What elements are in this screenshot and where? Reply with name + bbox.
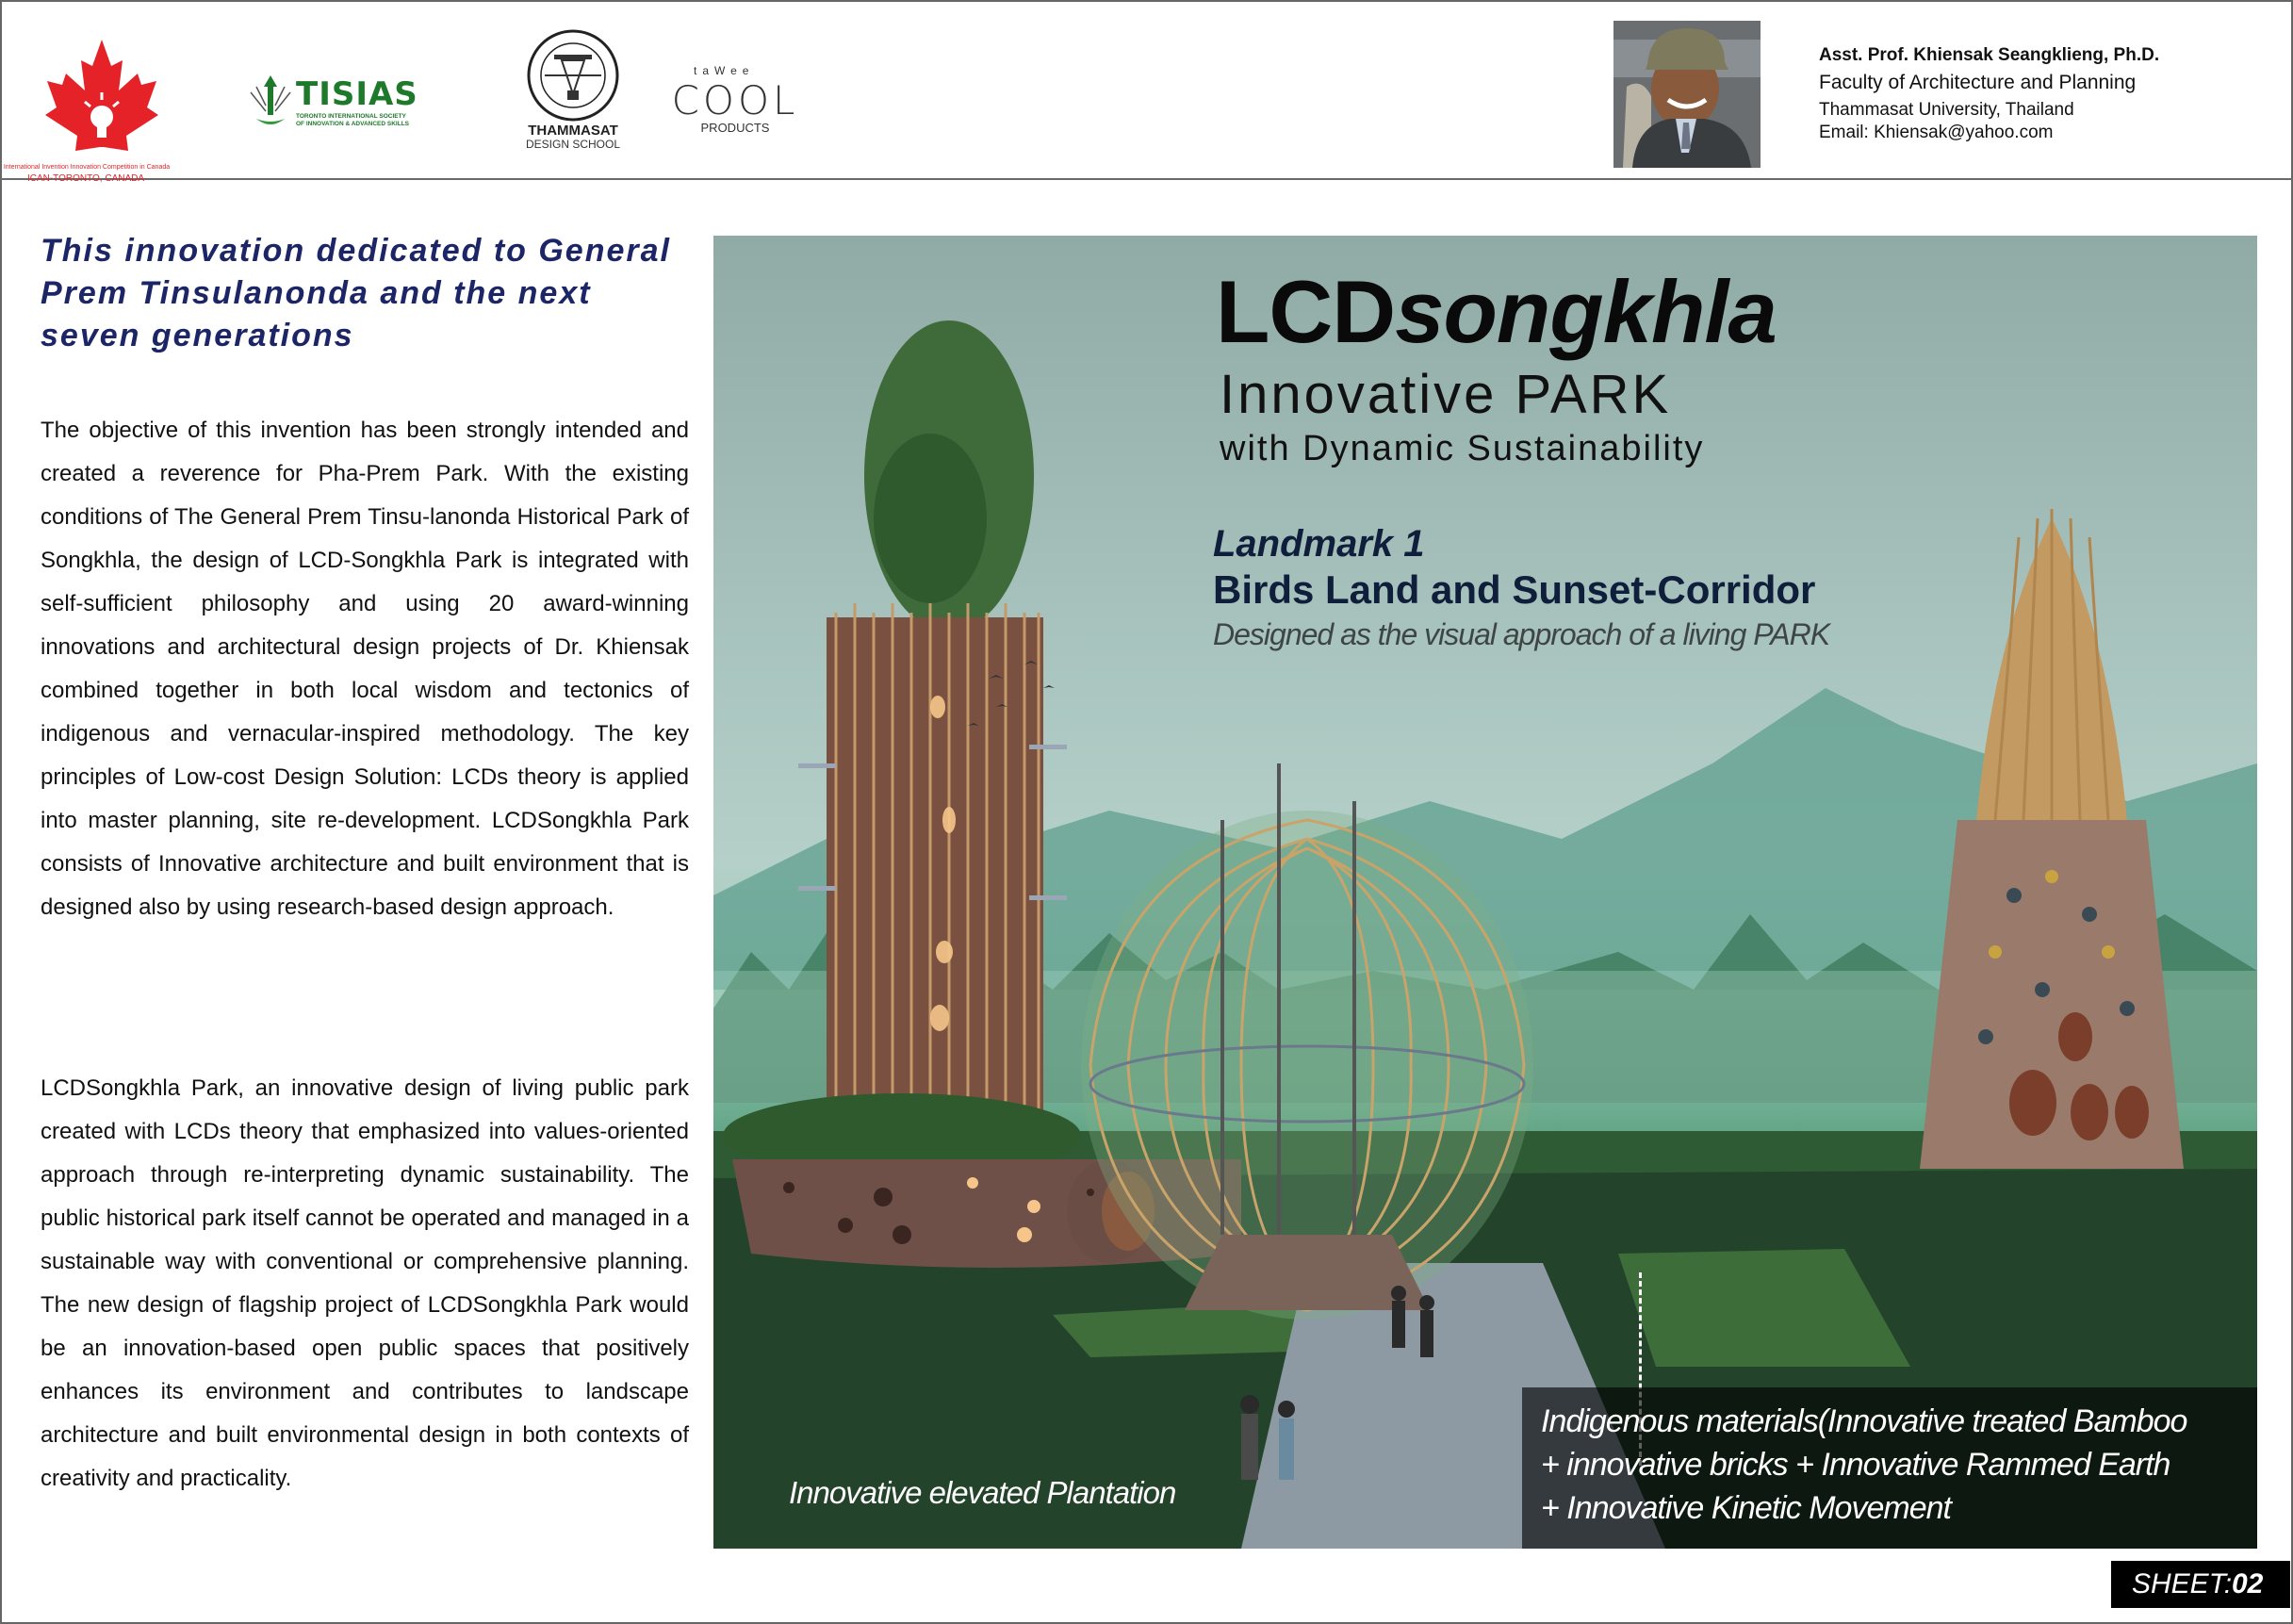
tisias-line2: OF INNOVATION & ADVANCED SKILLS xyxy=(296,121,410,127)
project-tagline: with Dynamic Sustainability xyxy=(1220,429,1705,468)
tisias-title: TISIAS xyxy=(296,75,418,113)
ican-name: ICAN-TORONTO, CANADA xyxy=(26,173,145,184)
thammasat-subtitle: DESIGN SCHOOL xyxy=(525,138,621,151)
landmark-description: Designed as the visual approach of a living PARK xyxy=(1213,617,1830,651)
materials-line: + Innovative Kinetic Movement xyxy=(1541,1490,1951,1526)
tawee-text: taWee xyxy=(694,64,755,77)
author-name: Asst. Prof. Khiensak Seangklieng, Ph.D. xyxy=(1819,45,2160,65)
sheet-number: 02 xyxy=(2232,1568,2264,1599)
header-divider xyxy=(0,178,2293,180)
portrait-image xyxy=(1613,21,1761,168)
tisias-line1: TORONTO INTERNATIONAL SOCIETY xyxy=(296,113,406,120)
products-text: PRODUCTS xyxy=(700,121,770,135)
title-italic: songkhla xyxy=(1395,262,1777,361)
maple-leaf-icon xyxy=(45,38,158,162)
author-photo xyxy=(1613,21,1761,168)
park-description-paragraph: LCDSongkhla Park, an innovative design of living public park created with LCDs theory that emphasized into values-oriented approach through re-interpreting dynamic sustainability. The public historical park itself cannot be operated and managed in a sustainable way with conventional or comprehensive planning. The new design of flagship project of LCDSongkhla Park would be an innovation-based open public spaces that positively enhances its environment and contributes to landscape architecture and built environmental design in both contexts of creativity and practicality. xyxy=(41,1075,689,1491)
ican-logo xyxy=(3,38,171,184)
plantation-caption: Innovative elevated Plantation xyxy=(789,1475,1176,1510)
tisias-subtitle xyxy=(296,113,409,128)
landmark-label: Landmark 1 xyxy=(1213,523,1425,565)
tisias-logo xyxy=(247,74,445,130)
entry-stairs xyxy=(1185,1235,1430,1310)
author-info xyxy=(1819,45,2159,143)
author-faculty: Faculty of Architecture and Planning xyxy=(1819,72,2137,93)
objective-paragraph: The objective of this invention has been strongly intended and created a reverence for Pha-Prem Park. With the existing conditions of The General Prem Tinsu-lanonda Historical Park of Songkhla, the design of LCD-Songkhla Park is integrated with self-sufficient philosophy and using 20 award-winning innovations and architectural design projects of Dr. Khiensak combined together in both local wisdom and tectonics of indigenous and vernacular-inspired methodology. The key principles of Low-cost Design Solution: LCDs theory is applied into master planning, site re-development. LCDSongkhla Park consists of Innovative architecture and built environment that is designed also by using research-based design approach. xyxy=(41,418,689,920)
university-seal-icon xyxy=(526,28,620,123)
materials-line: + innovative bricks + Innovative Rammed Earth xyxy=(1541,1447,2170,1483)
project-subtitle: Innovative PARK xyxy=(1220,364,1672,425)
park-rendering xyxy=(713,236,2257,1549)
materials-caption-box xyxy=(1522,1387,2257,1549)
cool-text: COOL xyxy=(671,77,799,123)
thammasat-logo xyxy=(516,28,630,156)
arrow-up-icon xyxy=(247,74,294,130)
author-email[interactable]: Email: Khiensak@yahoo.com xyxy=(1819,123,2054,142)
title-bold: LCD xyxy=(1216,262,1396,361)
ican-tagline: International Invention Innovation Competition in Canada xyxy=(3,164,171,171)
author-university: Thammasat University, Thailand xyxy=(1819,100,2074,120)
thammasat-title: THAMMASAT xyxy=(528,123,618,139)
materials-line: Indigenous materials(Innovative treated Bamboo xyxy=(1541,1403,2187,1439)
landmark-name: Birds Land and Sunset-Corridor xyxy=(1213,567,1816,612)
sheet-label: SHEET: xyxy=(2132,1568,2233,1599)
dedication-heading: This innovation dedicated to General Prem Tinsulanonda and the next seven generations xyxy=(41,233,671,353)
sheet-number-badge xyxy=(2111,1561,2290,1608)
tawee-cool-logo xyxy=(660,64,811,139)
rammed-earth-bird-tower xyxy=(1920,509,2184,1169)
project-title xyxy=(1216,261,1777,363)
